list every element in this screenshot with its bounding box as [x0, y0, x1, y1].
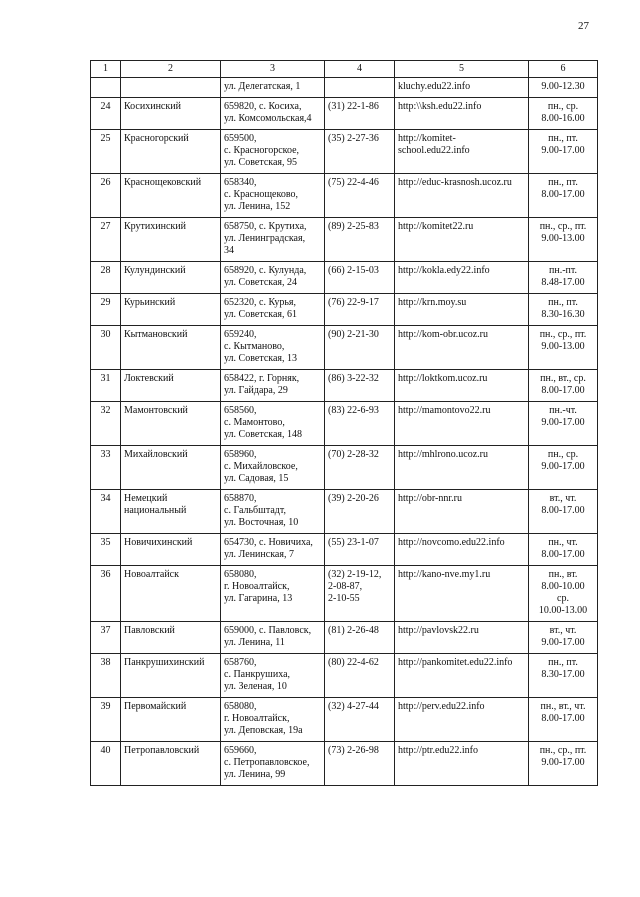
office-hours-cell: вт., чт. 9.00-17.00: [529, 622, 598, 654]
row-number-cell: 27: [91, 218, 121, 262]
phone-cell: [325, 78, 395, 98]
address-cell: 658920, с. Кулунда, ул. Советская, 24: [221, 262, 325, 294]
website-cell: http://komitet- school.edu22.info: [395, 130, 529, 174]
phone-cell: (86) 3-22-32: [325, 370, 395, 402]
district-name-cell: Косихинский: [121, 98, 221, 130]
table-row: [91, 326, 598, 370]
table-row: [91, 742, 598, 786]
website-cell: kluchy.edu22.info: [395, 78, 529, 98]
address-cell: 658750, с. Крутиха, ул. Ленинградская, 34: [221, 218, 325, 262]
table-header-row: [91, 61, 598, 78]
district-name-cell: Локтевский: [121, 370, 221, 402]
office-hours-cell: пн.-пт. 8.48-17.00: [529, 262, 598, 294]
row-number-cell: 37: [91, 622, 121, 654]
row-number-cell: [91, 78, 121, 98]
row-number-cell: 32: [91, 402, 121, 446]
website-cell: http://ptr.edu22.info: [395, 742, 529, 786]
table-row: [91, 566, 598, 622]
office-hours-cell: пн., ср., пт. 9.00-17.00: [529, 742, 598, 786]
page-number: 27: [578, 20, 589, 32]
district-name-cell: Крутихинский: [121, 218, 221, 262]
address-cell: 659500, с. Красногорское, ул. Советская, 95: [221, 130, 325, 174]
column-header: 1: [91, 61, 121, 78]
district-name-cell: Первомайский: [121, 698, 221, 742]
phone-cell: (35) 2-27-36: [325, 130, 395, 174]
office-hours-cell: пн., ср. 9.00-17.00: [529, 446, 598, 490]
address-cell: 658560, с. Мамонтово, ул. Советская, 148: [221, 402, 325, 446]
website-cell: http://komitet22.ru: [395, 218, 529, 262]
row-number-cell: 28: [91, 262, 121, 294]
row-number-cell: 33: [91, 446, 121, 490]
website-cell: http://pavlovsk22.ru: [395, 622, 529, 654]
office-hours-cell: вт., чт. 8.00-17.00: [529, 490, 598, 534]
column-header: 3: [221, 61, 325, 78]
table-row: [91, 370, 598, 402]
column-header: 2: [121, 61, 221, 78]
website-cell: http://pankomitet.edu22.info: [395, 654, 529, 698]
website-cell: http://loktkom.ucoz.ru: [395, 370, 529, 402]
table-row: [91, 262, 598, 294]
office-hours-cell: пн., ср., пт. 9.00-13.00: [529, 326, 598, 370]
row-number-cell: 26: [91, 174, 121, 218]
address-cell: 659660, с. Петропавловское, ул. Ленина, 99: [221, 742, 325, 786]
office-hours-cell: пн., пт. 8.30-17.00: [529, 654, 598, 698]
office-hours-cell: пн., вт. 8.00-10.00 ср. 10.00-13.00: [529, 566, 598, 622]
row-number-cell: 40: [91, 742, 121, 786]
address-cell: 659820, с. Косиха, ул. Комсомольская,4: [221, 98, 325, 130]
address-cell: 659240, с. Кытманово, ул. Советская, 13: [221, 326, 325, 370]
address-cell: 658080, г. Новоалтайск, ул. Деповская, 19а: [221, 698, 325, 742]
office-hours-cell: 9.00-12.30: [529, 78, 598, 98]
office-hours-cell: пн., пт. 8.00-17.00: [529, 174, 598, 218]
table-row: [91, 490, 598, 534]
website-cell: http://educ-krasnosh.ucoz.ru: [395, 174, 529, 218]
website-cell: http:\\ksh.edu22.info: [395, 98, 529, 130]
address-cell: 658870, с. Гальбштадт, ул. Восточная, 10: [221, 490, 325, 534]
row-number-cell: 39: [91, 698, 121, 742]
district-name-cell: Новичихинский: [121, 534, 221, 566]
district-name-cell: Кытмановский: [121, 326, 221, 370]
table-row: [91, 622, 598, 654]
district-name-cell: Курьинский: [121, 294, 221, 326]
district-name-cell: Павловский: [121, 622, 221, 654]
phone-cell: (32) 2-19-12, 2-08-87, 2-10-55: [325, 566, 395, 622]
office-hours-cell: пн., пт. 9.00-17.00: [529, 130, 598, 174]
phone-cell: (75) 22-4-46: [325, 174, 395, 218]
phone-cell: (32) 4-27-44: [325, 698, 395, 742]
website-cell: http://obr-nnr.ru: [395, 490, 529, 534]
phone-cell: (66) 2-15-03: [325, 262, 395, 294]
office-hours-cell: пн., ср. 8.00-16.00: [529, 98, 598, 130]
district-name-cell: Красногорский: [121, 130, 221, 174]
address-cell: 658340, с. Краснощеково, ул. Ленина, 152: [221, 174, 325, 218]
office-hours-cell: пн., вт., чт. 8.00-17.00: [529, 698, 598, 742]
row-number-cell: 31: [91, 370, 121, 402]
row-number-cell: 36: [91, 566, 121, 622]
table-row: [91, 294, 598, 326]
office-hours-cell: пн., вт., ср. 8.00-17.00: [529, 370, 598, 402]
office-hours-cell: пн., ср., пт. 9.00-13.00: [529, 218, 598, 262]
column-header: 5: [395, 61, 529, 78]
district-name-cell: Петропавловский: [121, 742, 221, 786]
address-cell: 658760, с. Панкрушиха, ул. Зеленая, 10: [221, 654, 325, 698]
table-row: [91, 654, 598, 698]
office-hours-cell: пн.-чт. 9.00-17.00: [529, 402, 598, 446]
table-row: [91, 446, 598, 490]
district-name-cell: Панкрушихинский: [121, 654, 221, 698]
phone-cell: (76) 22-9-17: [325, 294, 395, 326]
phone-cell: (73) 2-26-98: [325, 742, 395, 786]
office-hours-cell: пн., пт. 8.30-16.30: [529, 294, 598, 326]
table-row: [91, 402, 598, 446]
row-number-cell: 34: [91, 490, 121, 534]
website-cell: http://krn.moy.su: [395, 294, 529, 326]
table-row: [91, 698, 598, 742]
website-cell: http://mamontovo22.ru: [395, 402, 529, 446]
office-hours-cell: пн., чт. 8.00-17.00: [529, 534, 598, 566]
district-name-cell: Краснощековский: [121, 174, 221, 218]
district-name-cell: Михайловский: [121, 446, 221, 490]
phone-cell: (89) 2-25-83: [325, 218, 395, 262]
row-number-cell: 38: [91, 654, 121, 698]
address-cell: 652320, с. Курья, ул. Советская, 61: [221, 294, 325, 326]
phone-cell: (80) 22-4-62: [325, 654, 395, 698]
phone-cell: (81) 2-26-48: [325, 622, 395, 654]
row-number-cell: 35: [91, 534, 121, 566]
column-header: 6: [529, 61, 598, 78]
phone-cell: (31) 22-1-86: [325, 98, 395, 130]
row-number-cell: 25: [91, 130, 121, 174]
table-row: [91, 78, 598, 98]
district-name-cell: Кулундинский: [121, 262, 221, 294]
district-education-table: [90, 60, 598, 786]
table-row: [91, 98, 598, 130]
website-cell: http://kano-nve.my1.ru: [395, 566, 529, 622]
phone-cell: (70) 2-28-32: [325, 446, 395, 490]
column-header: 4: [325, 61, 395, 78]
website-cell: http://kokla.edy22.info: [395, 262, 529, 294]
district-name-cell: Мамонтовский: [121, 402, 221, 446]
address-cell: 654730, с. Новичиха, ул. Ленинская, 7: [221, 534, 325, 566]
address-cell: 658080, г. Новоалтайск, ул. Гагарина, 13: [221, 566, 325, 622]
phone-cell: (55) 23-1-07: [325, 534, 395, 566]
website-cell: http://perv.edu22.info: [395, 698, 529, 742]
address-cell: 659000, с. Павловск, ул. Ленина, 11: [221, 622, 325, 654]
row-number-cell: 24: [91, 98, 121, 130]
district-name-cell: Новоалтайск: [121, 566, 221, 622]
row-number-cell: 30: [91, 326, 121, 370]
website-cell: http://mhlrono.ucoz.ru: [395, 446, 529, 490]
phone-cell: (83) 22-6-93: [325, 402, 395, 446]
phone-cell: (39) 2-20-26: [325, 490, 395, 534]
address-cell: 658422, г. Горняк, ул. Гайдара, 29: [221, 370, 325, 402]
table-row: [91, 534, 598, 566]
district-name-cell: Немецкий национальный: [121, 490, 221, 534]
phone-cell: (90) 2-21-30: [325, 326, 395, 370]
row-number-cell: 29: [91, 294, 121, 326]
table-row: [91, 130, 598, 174]
table-row: [91, 218, 598, 262]
address-cell: ул. Делегатская, 1: [221, 78, 325, 98]
address-cell: 658960, с. Михайловское, ул. Садовая, 15: [221, 446, 325, 490]
website-cell: http://kom-obr.ucoz.ru: [395, 326, 529, 370]
district-name-cell: [121, 78, 221, 98]
website-cell: http://novcomo.edu22.info: [395, 534, 529, 566]
table-row: [91, 174, 598, 218]
